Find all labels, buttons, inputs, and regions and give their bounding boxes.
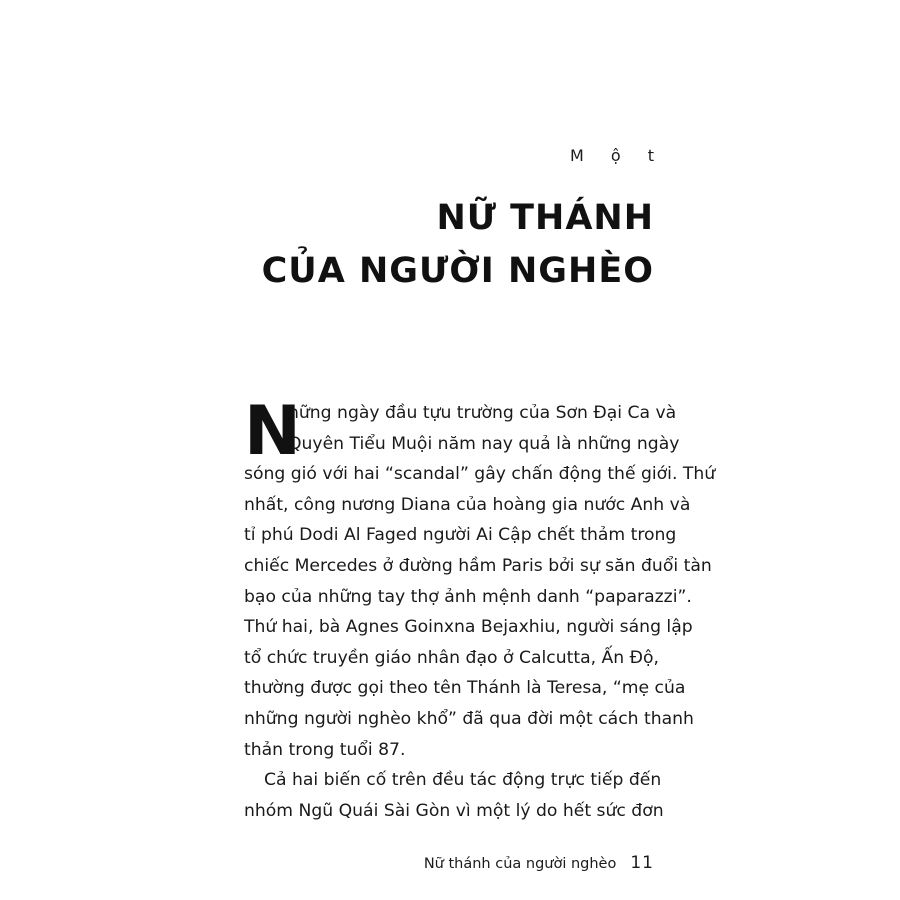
running-title: Nữ thánh của người nghèo [423, 856, 617, 872]
paragraph-1 [244, 392, 716, 765]
text-line: chiếc Mercedes ở đường hầm Paris bởi sự săn đuổi tàn [244, 555, 712, 576]
page-footer [424, 853, 654, 873]
body-text [244, 392, 716, 826]
text-line: hững ngày đầu tựu trường của Sơn Đại Ca và [288, 403, 677, 423]
chapter-number-label: M ộ t [569, 146, 665, 165]
paragraph-2 [244, 765, 664, 826]
text-line: Cả hai biến cố trên đều tác động trực tiếp đến [264, 770, 662, 791]
page-number: 11 [630, 853, 654, 873]
text-line: tỉ phú Dodi Al Faged người Ai Cập chết thảm trong [244, 525, 677, 546]
drop-cap: N [244, 392, 301, 471]
chapter-title-line-1: NỮ THÁNH [436, 198, 654, 238]
text-line: nhóm Ngũ Quái Sài Gòn vì một lý do hết sức đơn [244, 800, 664, 821]
text-line: sóng gió với hai “scandal” gây chấn động thế giới. Thứ [244, 464, 716, 485]
text-line: tổ chức truyền giáo nhân đạo ở Calcutta, Ấn Độ, [244, 647, 659, 668]
text-line: thường được gọi theo tên Thánh là Teresa, “mẹ của [244, 678, 686, 699]
text-line: Thứ hai, bà Agnes Goinxna Bejaxhiu, người sáng lập [244, 617, 693, 638]
text-line: bạo của những tay thợ ảnh mệnh danh “paparazzi”. [244, 586, 692, 607]
chapter-title [262, 192, 654, 298]
text-line: thản trong tuổi 87. [244, 739, 406, 760]
text-line: những người nghèo khổ” đã qua đời một cách thanh [244, 708, 694, 729]
chapter-title-line-2: CỦA NGƯỜI NGHÈO [261, 251, 654, 291]
text-line: Quyên Tiểu Muội năm nay quả là những ngày [288, 433, 680, 454]
text-line: nhất, công nương Diana của hoàng gia nước Anh và [244, 494, 691, 515]
